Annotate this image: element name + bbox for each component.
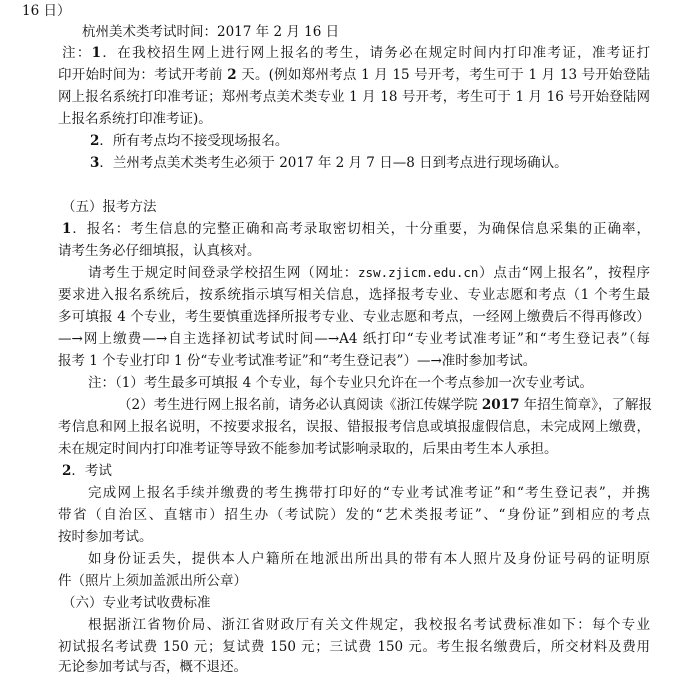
text-span: ．报名：考生信息的完整正确和高考录取密切相关，十分重要，为确保信息采集的正确率， [71, 221, 650, 237]
text-span: ．兰州考点美术类考生必须于 2017 年 2 月 7 日—8 日到考点进行现场确认。 [99, 155, 568, 171]
text-line: 件（照片上须加盖派出所公章） [58, 573, 247, 589]
text-line: 无论参加考试与否，概不退还。 [58, 659, 247, 675]
list-number: 1 [62, 221, 72, 237]
text-span: 年招生简章》，了解报 [519, 397, 653, 413]
text-line [58, 64, 650, 86]
text-line: 要求进入报名系统后，按系统指示填写相关信息，选择报考专业、专业志愿和考点（1 个考生最 [58, 287, 650, 303]
text-span: 天。(例如郑州考点 1 月 15 号开考，考生可于 1 月 13 号开始登陆 [236, 67, 650, 83]
text-span: 印开始时间为：考试开考前 [58, 67, 228, 83]
text-line [88, 262, 650, 284]
text-span: ．考试 [71, 463, 112, 479]
text-line: 16 日） [22, 3, 71, 19]
list-number: 3 [90, 155, 100, 171]
text-line: 根据浙江省物价局、浙江省财政厅有关文件规定，我校报名考试费标准如下：每个专业 [88, 617, 650, 633]
list-number: 2 [62, 463, 72, 479]
text-line: 注：（1）考生最多可填报 4 个专业，每个专业只允许在一个考点参加一次专业考试。 [88, 375, 594, 391]
bold-number: 2 [227, 67, 237, 83]
text-line: 如身份证丢失，提供本人户籍所在地派出所出具的带有本人照片及身份证号码的证明原 [88, 551, 650, 567]
section-heading: （六）专业考试收费标准 [62, 595, 211, 611]
text-span: ．在我校招生网上进行网上报名的考生，请务必在规定时间内打印准考证，准考证打 [101, 45, 650, 61]
text-span: ）点击“网上报名”，按程序 [478, 265, 651, 281]
text-line [62, 218, 650, 240]
text-line [62, 42, 650, 64]
text-line: 未在规定时间内打印准考证等导致不能参加考试影响录取的，后果由考生本人承担。 [58, 441, 558, 457]
section-heading: （五）报考方法 [62, 199, 157, 215]
text-span: 请考生于规定时间登录学校招生网（网址： [88, 265, 359, 281]
text-line: 杭州美术类考试时间：2017 年 2 月 16 日 [82, 24, 340, 40]
text-line: 多可填报 4 个专业，考生要慎重选择所报考专业、专业志愿和考点，一经网上缴费后不得再修改） [58, 309, 650, 325]
bold-year: 2017 [481, 397, 520, 413]
text-line [118, 394, 653, 416]
text-line: 网上报名系统打印准考证；郑州考点美术类专业 1 月 18 号开考，考生可于 1 月 16 号开始登陆网 [58, 89, 650, 105]
list-number: 2 [90, 133, 100, 149]
text-span: ．所有考点均不接受现场报名。 [99, 133, 289, 149]
text-line [90, 130, 288, 152]
text-span: （2）考生进行网上报名前，请务必认真阅读《浙江传媒学院 [118, 397, 482, 413]
text-line: 按时参加考试。 [58, 529, 153, 545]
text-line: 上报名系统打印准考证)。 [58, 111, 212, 127]
note-label: 注： [62, 45, 92, 61]
website-url: zsw.zjicm.edu.cn [358, 265, 479, 280]
text-line: 考信息和网上报名说明，不按要求报名，误报、错报报考信息或填报虚假信息，未完成网上缴费， [58, 419, 650, 435]
text-line [90, 152, 568, 174]
text-line: —→网上缴费—→自主选择初试考试时间—→A4 纸打印“专业考试准考证”和“考生登记表”（每 [58, 331, 650, 347]
text-line: 带省（自治区、直辖市）招生办（考试院）发的“艺术类报考证”、“身份证”到相应的考点 [58, 507, 650, 523]
text-line: 完成网上报名手续并缴费的考生携带打印好的“专业考试准考证”和“考生登记表”，并携 [88, 485, 650, 501]
text-line [62, 460, 112, 482]
text-line: 初试报名考试费 150 元；复试费 150 元；三试费 150 元。考生报名缴费后，所交材料及费用 [58, 639, 650, 655]
text-line: 请考生务必仔细填报，认真核对。 [58, 243, 261, 259]
text-line: 报考 1 个专业打印 1 份“专业考试准考证”和“考生登记表”）—→准时参加考试。 [58, 353, 537, 369]
note-number: 1 [91, 45, 102, 61]
